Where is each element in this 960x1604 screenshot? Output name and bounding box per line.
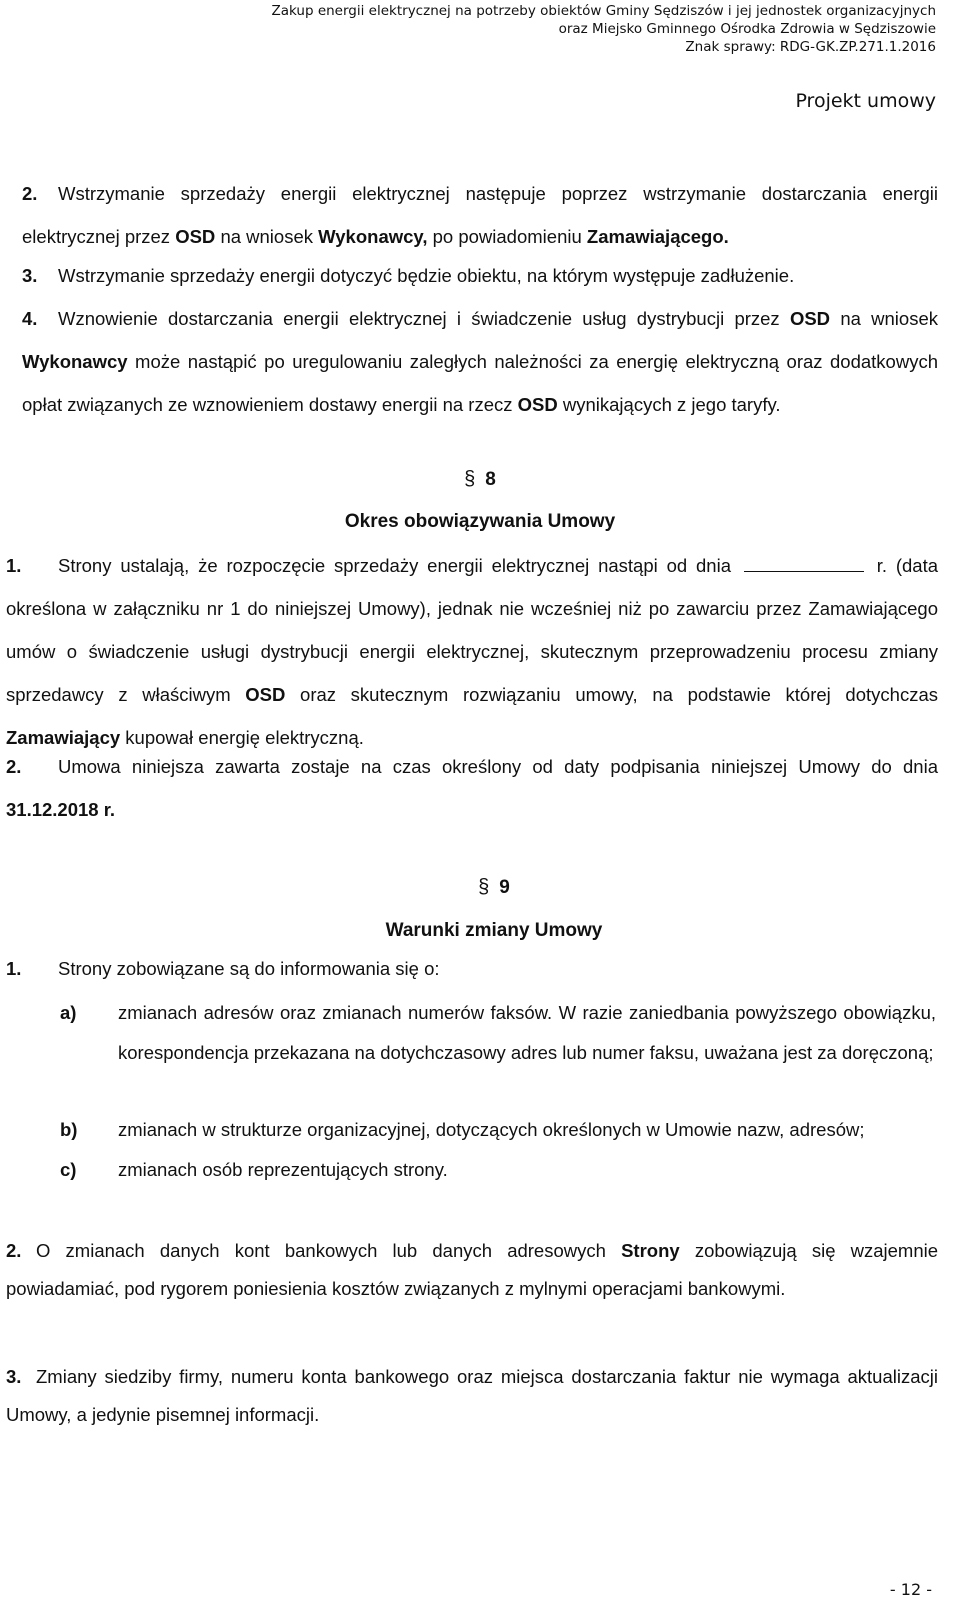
section-9-title: Warunki zmiany Umowy <box>385 920 603 941</box>
list-label: b) <box>60 1119 78 1140</box>
page-number: - 12 - <box>889 1580 932 1599</box>
section-number: 9 <box>499 877 510 898</box>
item-number: 4. <box>22 308 38 329</box>
item-number: 3. <box>22 265 38 286</box>
list-label: c) <box>60 1159 77 1180</box>
item-number: 3. <box>6 1366 22 1387</box>
header-title-line-1: Zakup energii elektrycznej na potrzeby obiektów Gminy Sędziszów i jej jednostek organizacyjnych <box>271 3 936 19</box>
list-text: zmianach osób reprezentujących strony. <box>118 1159 448 1180</box>
section-9-item-2: 2. O zmianach danych kont bankowych lub danych adresowych Strony zobowiązują się wzajemnie powiadamiać, pod rygorem poniesienia kosztów związanych z mylnymi operacjami bankowymi. <box>6 1232 938 1308</box>
section-sign: § <box>464 468 476 490</box>
paragraph-7-item-3: 3. Wstrzymanie sprzedaży energii dotyczyć będzie obiektu, na którym występuje zadłużenie. <box>22 254 938 297</box>
section-9-item-3: 3. Zmiany siedziby firmy, numeru konta bankowego oraz miejsca dostarczania faktur nie wymaga aktualizacji Umowy, a jedynie pisemnej informacji. <box>6 1358 938 1434</box>
item-number: 2. <box>6 1240 22 1261</box>
document-label: Projekt umowy <box>795 90 936 112</box>
item-number: 2. <box>6 756 22 777</box>
date-blank-line <box>744 553 864 572</box>
section-9-item-1: 1. Strony zobowiązane są do informowania się o: <box>6 947 938 990</box>
list-item-a <box>60 993 938 1113</box>
section-number: 8 <box>485 469 496 490</box>
section-8-item-2: 2. Umowa niniejsza zawarta zostaje na czas określony od daty podpisania niniejszej Umowy do dnia 31.12.2018 r. <box>6 745 938 831</box>
list-text: zmianach adresów oraz zmianach numerów faksów. W razie zaniedbania powyższego obowiązku, korespondencja przekazana na dotychczasowy adres lub numer faksu, uważana jest za doręczoną; <box>118 1002 936 1063</box>
item-number: 1. <box>6 958 22 979</box>
section-8-heading <box>0 468 960 491</box>
header-title-line-2: oraz Miejsko Gminnego Ośrodka Zdrowia w Sędziszowie <box>558 21 936 37</box>
paragraph-7-item-4: 4. Wznowienie dostarczania energii elektrycznej i świadczenie usług dystrybucji przez OSD na wniosek Wykonawcy może nastąpić po uregulowaniu zaległych należności za energię elektryczną oraz dodatkowych opłat związanych ze wznowieniem dostawy energii na rzecz OSD wynikających z jego taryfy. <box>22 297 938 426</box>
item-number: 1. <box>6 555 22 576</box>
section-8-item-1: 1. Strony ustalają, że rozpoczęcie sprzedaży energii elektrycznej nastąpi od dnia r. (data określona w załączniku nr 1 do niniejszej Umowy), jednak nie wcześniej niż po zawarciu przez Zamawiającego umów o świadczenie usługi dystrybucji energii elektrycznej, skutecznym przeprowadzeniu procesu zmiany sprzedawcy z właściwym OSD oraz skutecznym rozwiązaniu umowy, na podstawie której dotychczas Zamawiający kupował energię elektryczną. <box>6 544 938 759</box>
section-9-heading <box>14 876 960 899</box>
list-text: zmianach w strukturze organizacyjnej, dotyczących określonych w Umowie nazw, adresów; <box>118 1119 865 1140</box>
paragraph-7-item-2: 2. Wstrzymanie sprzedaży energii elektrycznej następuje poprzez wstrzymanie dostarczania energii elektrycznej przez OSD na wniosek Wykonawcy, po powiadomieniu Zamawiającego. <box>22 172 938 258</box>
section-sign: § <box>478 876 490 898</box>
list-label: a) <box>60 1002 77 1023</box>
header-case-number: Znak sprawy: RDG-GK.ZP.271.1.2016 <box>685 39 936 55</box>
section-8-title: Okres obowiązywania Umowy <box>344 511 616 532</box>
item-number: 2. <box>22 183 38 204</box>
